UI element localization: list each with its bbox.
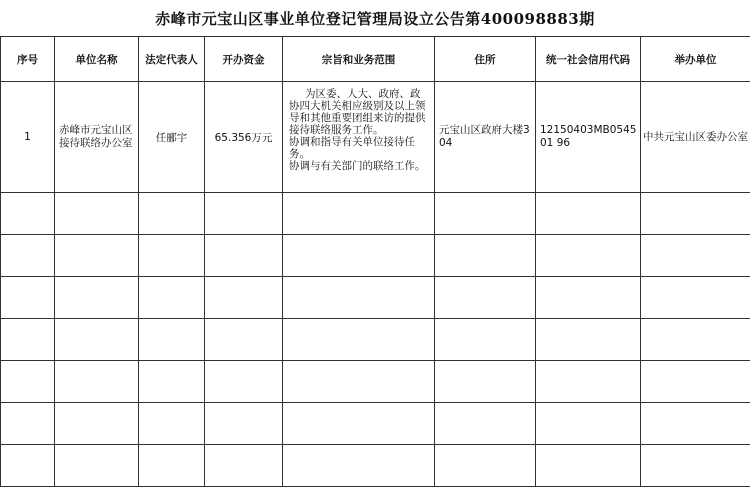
empty-cell[interactable]: [283, 403, 435, 445]
empty-cell[interactable]: [55, 361, 139, 403]
header-address: 住所: [435, 37, 536, 82]
empty-cell[interactable]: [435, 193, 536, 235]
empty-cell[interactable]: [139, 403, 205, 445]
empty-cell[interactable]: [283, 193, 435, 235]
empty-cell[interactable]: [435, 403, 536, 445]
empty-cell[interactable]: [55, 319, 139, 361]
table-row: [1, 82, 750, 193]
purpose-line-2: 协调和指导有关单位接待任务。: [289, 136, 415, 160]
empty-cell[interactable]: [139, 319, 205, 361]
empty-cell[interactable]: [1, 445, 55, 487]
empty-cell[interactable]: [435, 445, 536, 487]
empty-table-row: [1, 235, 750, 277]
empty-cell[interactable]: [641, 445, 750, 487]
empty-cell[interactable]: [283, 361, 435, 403]
registration-table: [0, 36, 750, 487]
empty-cell[interactable]: [536, 235, 641, 277]
empty-cell[interactable]: [1, 277, 55, 319]
empty-table-row: [1, 361, 750, 403]
empty-cell[interactable]: [435, 235, 536, 277]
header-row: [1, 37, 750, 82]
empty-cell[interactable]: [641, 193, 750, 235]
empty-cell[interactable]: [1, 235, 55, 277]
empty-cell[interactable]: [641, 277, 750, 319]
announcement-title: 赤峰市元宝山区事业单位登记管理局设立公告第400098883期: [0, 0, 750, 37]
header-purpose: 宗旨和业务范围: [283, 37, 435, 82]
empty-cell[interactable]: [641, 361, 750, 403]
empty-cell[interactable]: [1, 193, 55, 235]
empty-cell[interactable]: [55, 277, 139, 319]
header-credit-code: 统一社会信用代码: [536, 37, 641, 82]
empty-cell[interactable]: [55, 193, 139, 235]
empty-cell[interactable]: [536, 277, 641, 319]
cell-credit-code[interactable]: 12150403MB054501 96: [536, 82, 641, 193]
empty-cell[interactable]: [55, 403, 139, 445]
empty-cell[interactable]: [205, 235, 283, 277]
empty-cell[interactable]: [283, 235, 435, 277]
empty-cell[interactable]: [55, 445, 139, 487]
cell-funds[interactable]: 65.356万元: [205, 82, 283, 193]
empty-cell[interactable]: [205, 361, 283, 403]
empty-cell[interactable]: [641, 235, 750, 277]
empty-cell[interactable]: [283, 319, 435, 361]
empty-table-row: [1, 277, 750, 319]
empty-cell[interactable]: [283, 445, 435, 487]
empty-cell[interactable]: [205, 445, 283, 487]
empty-cell[interactable]: [55, 235, 139, 277]
empty-cell[interactable]: [536, 445, 641, 487]
empty-cell[interactable]: [139, 445, 205, 487]
cell-sponsor[interactable]: 中共元宝山区委办公室: [641, 82, 750, 193]
empty-table-row: [1, 193, 750, 235]
header-index: 序号: [1, 37, 55, 82]
empty-cell[interactable]: [205, 193, 283, 235]
empty-cell[interactable]: [536, 193, 641, 235]
cell-index[interactable]: 1: [1, 82, 55, 193]
empty-cell[interactable]: [1, 361, 55, 403]
empty-cell[interactable]: [139, 235, 205, 277]
cell-purpose[interactable]: [283, 82, 435, 193]
empty-cell[interactable]: [641, 319, 750, 361]
empty-cell[interactable]: [205, 319, 283, 361]
empty-cell[interactable]: [641, 403, 750, 445]
empty-cell[interactable]: [1, 403, 55, 445]
empty-cell[interactable]: [205, 403, 283, 445]
header-unit-name: 单位名称: [55, 37, 139, 82]
empty-table-row: [1, 445, 750, 487]
header-legal-rep: 法定代表人: [139, 37, 205, 82]
purpose-line-1: 为区委、人大、政府、政协四大机关相应级别及以上领导和其他重要团组来访的提供接待联络服务工作。: [289, 88, 426, 136]
empty-cell[interactable]: [283, 277, 435, 319]
cell-address[interactable]: 元宝山区政府大楼304: [435, 82, 536, 193]
empty-cell[interactable]: [536, 403, 641, 445]
cell-unit-name[interactable]: 赤峰市元宝山区接待联络办公室: [55, 82, 139, 193]
empty-cell[interactable]: [536, 361, 641, 403]
empty-cell[interactable]: [435, 319, 536, 361]
empty-cell[interactable]: [205, 277, 283, 319]
empty-cell[interactable]: [435, 277, 536, 319]
empty-table-row: [1, 319, 750, 361]
cell-legal-rep[interactable]: 任郦宇: [139, 82, 205, 193]
empty-cell[interactable]: [435, 361, 536, 403]
empty-cell[interactable]: [139, 277, 205, 319]
empty-rows: [1, 193, 750, 487]
empty-cell[interactable]: [536, 319, 641, 361]
header-funds: 开办资金: [205, 37, 283, 82]
empty-cell[interactable]: [1, 319, 55, 361]
empty-cell[interactable]: [139, 193, 205, 235]
empty-table-row: [1, 403, 750, 445]
purpose-line-3: 协调与有关部门的联络工作。: [289, 160, 426, 172]
empty-cell[interactable]: [139, 361, 205, 403]
header-sponsor: 举办单位: [641, 37, 750, 82]
